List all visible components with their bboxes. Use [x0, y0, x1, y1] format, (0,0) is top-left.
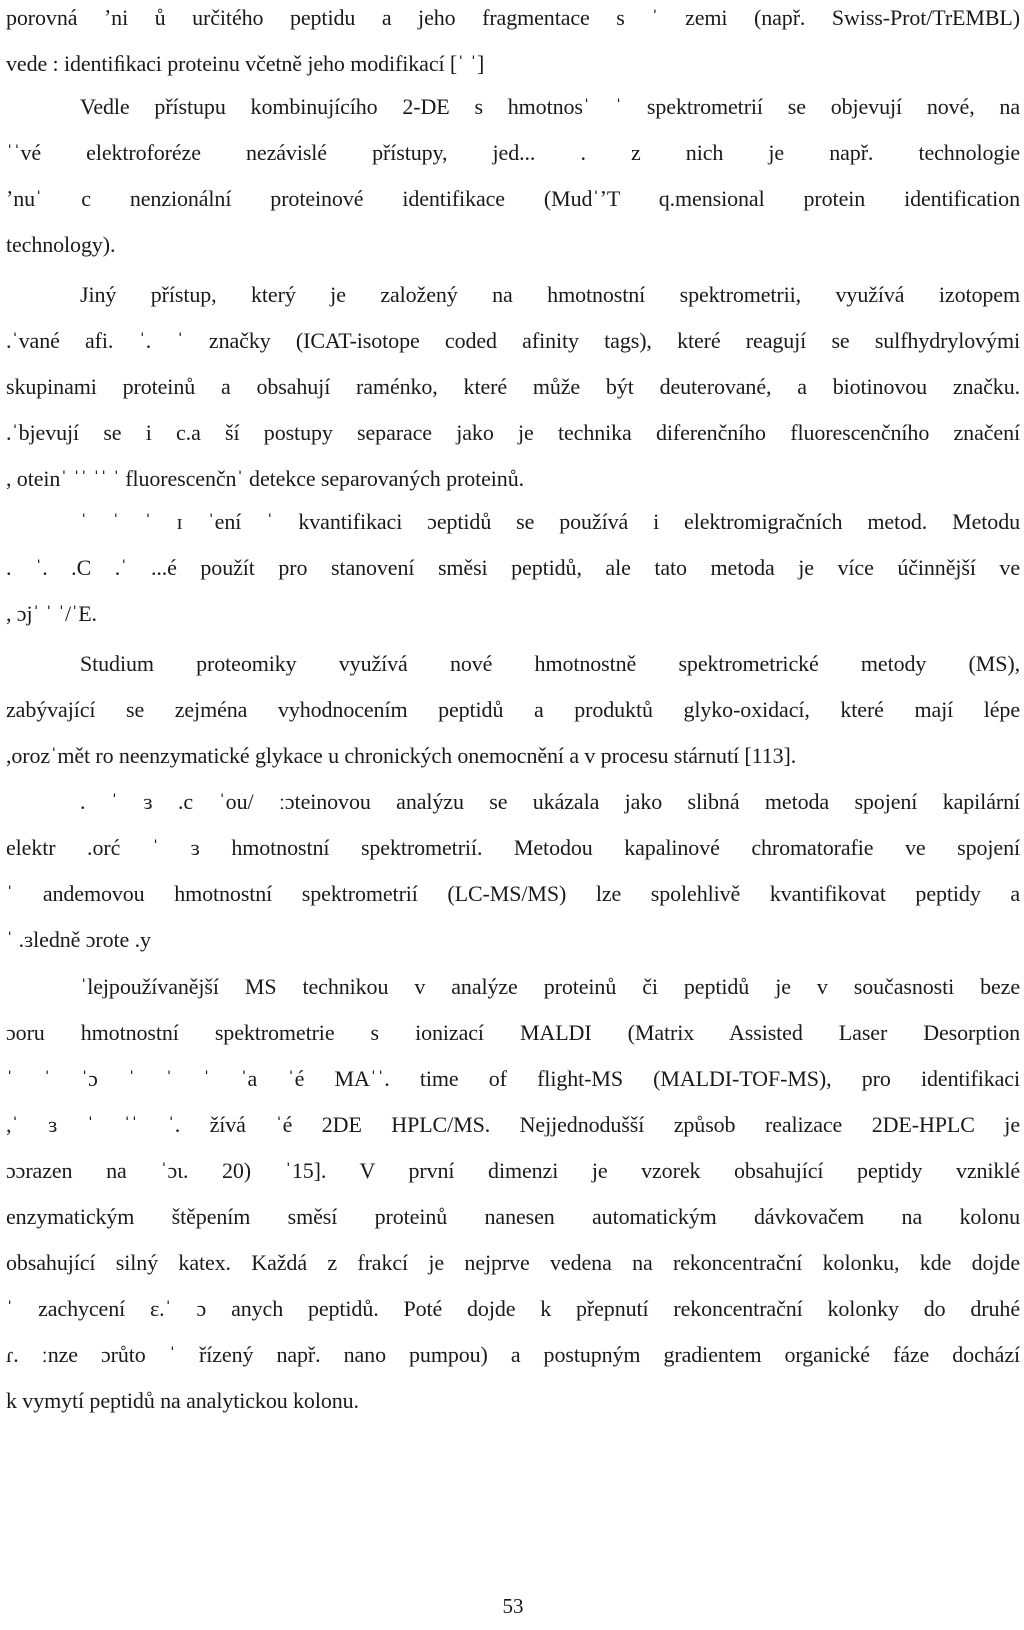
paragraph — [6, 272, 1020, 502]
text-line: .ˈvané afi. ˈ. ˈ značky (ICAT-isotope coded afinity tags), které reagují se sulfhydrylovými — [6, 328, 1020, 353]
paragraph — [6, 84, 1020, 268]
text-line: Studium proteomiky využívá nové hmotnostně spektrometrické metody (MS), — [80, 651, 1020, 676]
text-line: vede : identiﬁkaci proteinu včetně jeho modifikací [ˈ ˈ] — [6, 51, 485, 76]
text-line: , ɔjˈ ˈ ˈ/ˈE. — [6, 601, 97, 626]
text-line: Vedle přístupu kombinujícího 2-DE s hmotnosˈ ˈ spektrometrií se objevují nové, na — [80, 94, 1020, 119]
text-line: ˈ ˈ ˈ ɪ ˈení ˈ kvantifikaci ɔeptidů se používá i elektromigračních metod. Metodu — [80, 509, 1020, 534]
text-line: ɾ. ːnze ɔrůto ˈ řízený např. nano pumpou) a postupným gradientem organické fáze dochází — [6, 1342, 1020, 1367]
text-line: technology). — [6, 232, 116, 257]
paragraph — [6, 499, 1020, 637]
paragraph — [6, 964, 1020, 1424]
paragraph — [6, 641, 1020, 779]
text-line: elektr .orć ˈ ɜ hmotnostní spektrometrií. Metodou kapalinové chromatorafie ve spojení — [6, 835, 1020, 860]
text-line: ɔɔrazen na ˈɔɩ. 20) ˈ15]. V první dimenzi je vzorek obsahující peptidy vzniklé — [6, 1158, 1020, 1183]
text-line: ˈ .ɜledně ɔrote .y — [6, 927, 151, 952]
text-line: , oteinˈ ˈˈ ˈˈ ˈ fluorescenčnˈ detekce separovaných proteinů. — [6, 466, 524, 491]
text-line: skupinami proteinů a obsahují raménko, které může být deuterované, a biotinovou značku. — [6, 374, 1020, 399]
text-line: ˈ andemovou hmotnostní spektrometrií (LC-MS/MS) lze spolehlivě kvantifikovat peptidy a — [6, 881, 1020, 906]
text-line: ,ˈ ɜ ˈ ˈˈ ˈ. žívá ˈé 2DE HPLC/MS. Nejjednodušší způsob realizace 2DE-HPLC je — [6, 1112, 1020, 1137]
paragraph — [6, 0, 1020, 87]
text-line: .ˈbjevují se i c.a ší postupy separace jako je technika diferenčního fluorescenčního značení — [6, 420, 1020, 445]
page-number: 53 — [502, 1594, 524, 1618]
text-line: ˈ ˈ ˈɔ ˈ ˈ ˈ ˈa ˈé MAˈˈ. time of flight-MS (MALDI-TOF-MS), pro identifikaci — [6, 1066, 1020, 1091]
document-page — [6, 0, 1020, 1630]
text-line: k vymytí peptidů na analytickou kolonu. — [6, 1388, 359, 1413]
text-line: ʼnuˈ c nenzionální proteinové identifikace (MudˈʼT q.mensional protein identification — [6, 186, 1020, 211]
text-line: ˈlejpoužívanější MS technikou v analýze proteinů či peptidů je v současnosti beze — [80, 974, 1020, 999]
text-line: ˈˈvé elektroforéze nezávislé přístupy, jed... . z nich je např. technologie — [6, 140, 1020, 165]
text-line: . ˈ ɜ .c ˈou/ ːɔteinovou analýzu se ukázala jako slibná metoda spojení kapilární — [80, 789, 1020, 814]
text-line: ,orozˈmět ro neenzymatické glykace u chronických onemocnění a v procesu stárnutí [113]. — [6, 743, 797, 768]
text-line: ɔoru hmotnostní spektrometrie s ionizací MALDI (Matrix Assisted Laser Desorption — [6, 1020, 1020, 1045]
text-line: . ˈ. .C .ˈ ...é použít pro stanovení směsi peptidů, ale tato metoda je více účinnější ve — [6, 555, 1020, 580]
text-line: obsahující silný katex. Každá z frakcí je nejprve vedena na rekoncentrační kolonku, kde dojde — [6, 1250, 1020, 1275]
paragraph — [6, 779, 1020, 963]
text-line: Jiný přístup, který je založený na hmotnostní spektrometrii, využívá izotopem — [80, 282, 1020, 307]
text-line: zabývající se zejména vyhodnocením peptidů a produktů glyko-oxidací, které mají lépe — [6, 697, 1020, 722]
text-line: enzymatickým štěpením směsí proteinů nanesen automatickým dávkovačem na kolonu — [6, 1204, 1020, 1229]
text-line: porovná ʼni ů určitého peptidu a jeho fragmentace s ˈ zemi (např. Swiss-Prot/TrEMBL) — [6, 5, 1020, 30]
text-line: ˈ zachycení ɛ.ˈ ɔ anych peptidů. Poté dojde k přepnutí rekoncentrační kolonky do druhé — [6, 1296, 1020, 1321]
